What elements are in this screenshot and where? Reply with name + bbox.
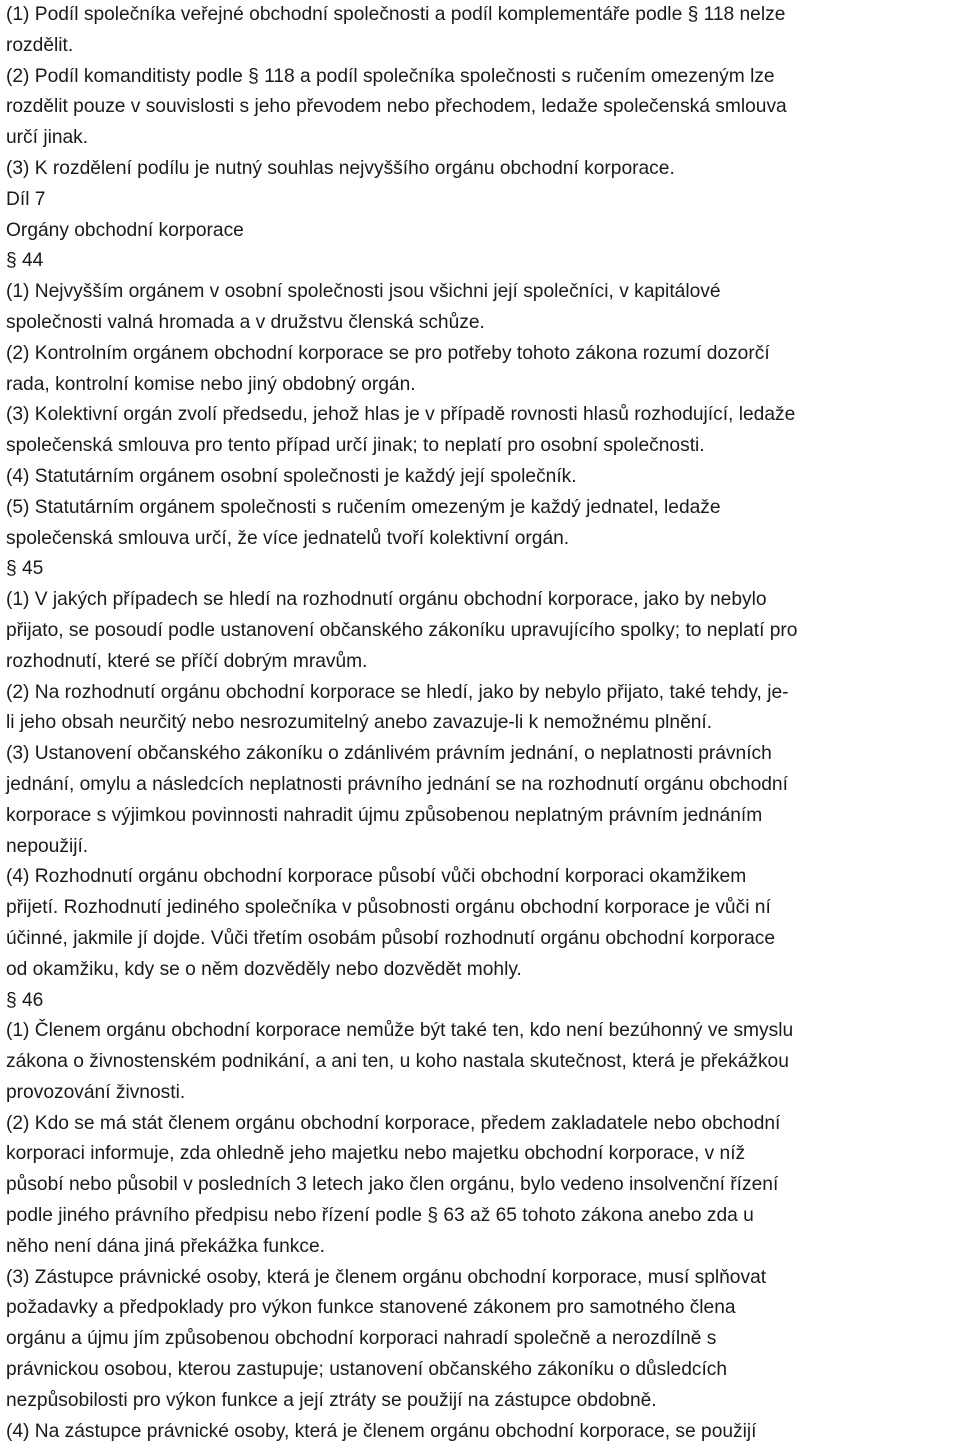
text-line: společenská smlouva určí, že více jednatelů tvoří kolektivní orgán. [6, 527, 570, 549]
text-line: (1) Podíl společníka veřejné obchodní společnosti a podíl komplementáře podle § 118 nelze [6, 4, 786, 25]
text-line: účinné, jakmile jí dojde. Vůči třetím osobám působí rozhodnutí orgánu obchodní korporace [6, 927, 776, 949]
text-line: (1) Členem orgánu obchodní korporace nemůže být také ten, kdo není bezúhonný ve smyslu [6, 1020, 794, 1042]
text-line: (4) Statutárním orgánem osobní společnosti je každý její společník. [6, 465, 577, 487]
text-line: (2) Kdo se má stát členem orgánu obchodní korporace, předem zakladatele nebo obchodní [6, 1112, 781, 1134]
text-line: provozování živnosti. [6, 1081, 186, 1103]
text-line: společnosti valná hromada a v družstvu členská schůze. [6, 311, 485, 333]
text-line: jednání, omylu a následcích neplatnosti právního jednání se na rozhodnutí orgánu obchodní [6, 773, 788, 795]
text-line: nezpůsobilosti pro výkon funkce a její ztráty se použijí na zástupce obdobně. [6, 1389, 657, 1411]
section-number: § 45 [6, 558, 44, 580]
text-line: (4) Na zástupce právnické osoby, která je členem orgánu obchodní korporace, se použijí [6, 1420, 757, 1442]
text-line: korporaci informuje, zda ohledně jeho majetku nebo majetku obchodní korporace, v níž [6, 1143, 746, 1165]
text-line: (1) V jakých případech se hledí na rozhodnutí orgánu obchodní korporace, jako by nebylo [6, 589, 767, 611]
text-line: něho není dána jiná překážka funkce. [6, 1235, 325, 1257]
text-line: (3) K rozdělení podílu je nutný souhlas nejvyššího orgánu obchodní korporace. [6, 157, 675, 179]
text-line: rozhodnutí, které se příčí dobrým mravům. [6, 650, 368, 672]
part-title: Orgány obchodní korporace [6, 219, 244, 241]
section-number: § 44 [6, 250, 44, 272]
text-line: (5) Statutárním orgánem společnosti s ručením omezeným je každý jednatel, ledaže [6, 496, 721, 518]
section-number: § 46 [6, 989, 44, 1011]
text-line: li jeho obsah neurčitý nebo nesrozumitelný anebo zavazuje-li k nemožnému plnění. [6, 712, 713, 734]
text-line: přijato, se posoudí podle ustanovení občanského zákoníku upravujícího spolky; to neplatí pro [6, 619, 798, 641]
text-line: orgánu a újmu jím způsobenou obchodní korporaci nahradí společně a nerozdílně s [6, 1328, 717, 1350]
text-line: korporace s výjimkou povinnosti nahradit újmu způsobenou neplatným právním jednáním [6, 804, 763, 826]
document-page [6, 0, 956, 1447]
text-line: (3) Zástupce právnické osoby, která je členem orgánu obchodní korporace, musí splňovat [6, 1266, 767, 1288]
text-line: rozdělit. [6, 34, 74, 56]
text-line: přijetí. Rozhodnutí jediného společníka v působnosti orgánu obchodní korporace je vůči ní [6, 897, 771, 919]
text-line: právnickou osobou, kterou zastupuje; ustanovení občanského zákoníku o důsledcích [6, 1359, 728, 1381]
text-line: zákona o živnostenském podnikání, a ani ten, u koho nastala skutečnost, která je překážkou [6, 1051, 789, 1073]
text-line: rada, kontrolní komise nebo jiný obdobný orgán. [6, 373, 416, 395]
text-line: podle jiného právního předpisu nebo řízení podle § 63 až 65 tohoto zákona anebo zda u [6, 1205, 754, 1227]
text-line: společenská smlouva pro tento případ určí jinak; to neplatí pro osobní společnosti. [6, 435, 705, 457]
text-line: (4) Rozhodnutí orgánu obchodní korporace působí vůči obchodní korporaci okamžikem [6, 866, 747, 888]
text-line: (2) Na rozhodnutí orgánu obchodní korporace se hledí, jako by nebylo přijato, také tehdy, je- [6, 681, 789, 703]
text-line: (3) Kolektivní orgán zvolí předsedu, jehož hlas je v případě rovnosti hlasů rozhodující, ledaže [6, 404, 796, 426]
text-line: (3) Ustanovení občanského zákoníku o zdánlivém právním jednání, o neplatnosti právních [6, 743, 772, 765]
text-line: působí nebo působil v posledních 3 letech jako člen orgánu, bylo vedeno insolvenční řízení [6, 1174, 779, 1196]
text-line: (1) Nejvyšším orgánem v osobní společnosti jsou všichni její společníci, v kapitálové [6, 281, 721, 303]
text-line: nepoužijí. [6, 835, 89, 857]
text-line: (2) Kontrolním orgánem obchodní korporace se pro potřeby tohoto zákona rozumí dozorčí [6, 342, 770, 364]
part-heading: Díl 7 [6, 188, 46, 210]
text-line: určí jinak. [6, 127, 89, 149]
text-line: od okamžiku, kdy se o něm dozvěděly nebo dozvědět mohly. [6, 958, 522, 980]
text-line: požadavky a předpoklady pro výkon funkce stanovené zákonem pro samotného člena [6, 1297, 736, 1319]
text-line: (2) Podíl komanditisty podle § 118 a podíl společníka společnosti s ručením omezeným lze [6, 65, 775, 87]
text-line: rozdělit pouze v souvislosti s jeho převodem nebo přechodem, ledaže společenská smlouva [6, 96, 787, 118]
